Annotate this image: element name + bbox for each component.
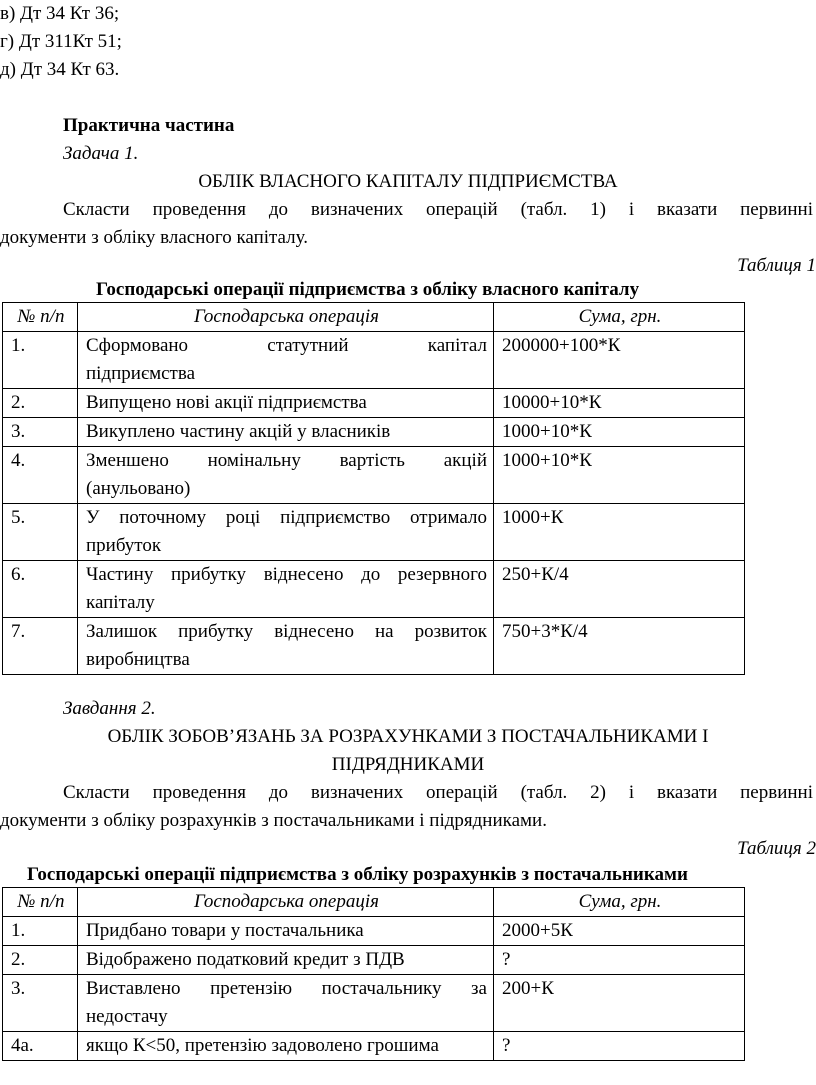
- operation-cell: [78, 1032, 494, 1061]
- operation-text: Залишок прибутку віднесено на розвиток: [86, 621, 487, 642]
- column-header: Господарська операція: [78, 303, 494, 332]
- row-number: 1.: [3, 332, 78, 389]
- operation-cell: [78, 389, 494, 418]
- table-1: [2, 302, 745, 675]
- row-number: 3.: [3, 975, 78, 1032]
- operation-cell: [78, 917, 494, 946]
- operation-cell: [78, 447, 494, 504]
- amount-cell: 200000+100*К: [494, 332, 745, 389]
- row-number: 2.: [3, 389, 78, 418]
- table-row: [3, 447, 745, 504]
- row-number: 1.: [3, 917, 78, 946]
- operation-text: якщо К<50, претензію задоволено грошима: [86, 1035, 439, 1056]
- section-heading: Практична частина: [63, 115, 235, 136]
- table-row: [3, 418, 745, 447]
- operation-text: (анульовано): [86, 478, 191, 499]
- amount-cell: 750+3*К/4: [494, 618, 745, 675]
- task2-label: Завдання 2.: [63, 698, 156, 719]
- task1-label: Задача 1.: [63, 143, 139, 164]
- amount-cell: 10000+10*К: [494, 389, 745, 418]
- table-row: [3, 618, 745, 675]
- operation-text: Випущено нові акції підприємства: [86, 392, 367, 413]
- amount-cell: 1000+10*К: [494, 418, 745, 447]
- operation-text: підприємства: [86, 363, 196, 384]
- amount-cell: ?: [494, 1032, 745, 1061]
- task1-title: ОБЛІК ВЛАСНОГО КАПІТАЛУ ПІДПРИЄМСТВА: [198, 171, 618, 192]
- operation-text: Виставлено претензію постачальнику за: [86, 978, 487, 999]
- answer-line: в) Дт 34 Кт 36;: [0, 3, 120, 24]
- table1-label: Таблиця 1: [737, 255, 816, 276]
- column-header: Господарська операція: [78, 888, 494, 917]
- table-row: [3, 332, 745, 389]
- amount-cell: 1000+10*К: [494, 447, 745, 504]
- task2-intro: документи з обліку розрахунків з постачальниками і підрядниками.: [0, 810, 547, 831]
- table-header-row: [3, 303, 745, 332]
- table2-title: Господарські операції підприємства з обліку розрахунків з постачальниками: [27, 864, 688, 885]
- table2-label: Таблиця 2: [737, 838, 816, 859]
- table-row: [3, 946, 745, 975]
- operation-text: виробництва: [86, 649, 190, 670]
- row-number: 3.: [3, 418, 78, 447]
- operation-text: Сформовано статутний капітал: [86, 335, 487, 356]
- operation-text: капіталу: [86, 592, 155, 613]
- operation-text: У поточному році підприємство отримало: [86, 507, 487, 528]
- amount-cell: 1000+К: [494, 504, 745, 561]
- table-row: [3, 561, 745, 618]
- table-header-row: [3, 888, 745, 917]
- answer-line: д) Дт 34 Кт 63.: [0, 59, 120, 80]
- table-row: [3, 1032, 745, 1061]
- operation-text: Частину прибутку віднесено до резервного: [86, 564, 487, 585]
- row-number: 4.: [3, 447, 78, 504]
- column-header: № п/п: [3, 303, 78, 332]
- table1-title: Господарські операції підприємства з обліку власного капіталу: [96, 279, 640, 300]
- operation-cell: [78, 418, 494, 447]
- amount-cell: 250+К/4: [494, 561, 745, 618]
- column-header: Сума, грн.: [494, 888, 745, 917]
- operation-text: недостачу: [86, 1006, 168, 1027]
- operation-cell: [78, 946, 494, 975]
- column-header: № п/п: [3, 888, 78, 917]
- table-row: [3, 975, 745, 1032]
- column-header: Сума, грн.: [494, 303, 745, 332]
- task1-intro: документи з обліку власного капіталу.: [0, 227, 308, 248]
- operation-cell: [78, 975, 494, 1032]
- task2-title: ОБЛІК ЗОБОВ’ЯЗАНЬ ЗА РОЗРАХУНКАМИ З ПОСТАЧАЛЬНИКАМИ І: [107, 726, 709, 747]
- table-row: [3, 389, 745, 418]
- table-row: [3, 504, 745, 561]
- row-number: 2.: [3, 946, 78, 975]
- answer-line: г) Дт 311Кт 51;: [0, 31, 122, 52]
- row-number: 7.: [3, 618, 78, 675]
- amount-cell: 2000+5К: [494, 917, 745, 946]
- row-number: 6.: [3, 561, 78, 618]
- operation-cell: [78, 618, 494, 675]
- operation-text: Зменшено номінальну вартість акцій: [86, 450, 487, 471]
- operation-text: прибуток: [86, 535, 162, 556]
- table-row: [3, 917, 745, 946]
- amount-cell: 200+К: [494, 975, 745, 1032]
- row-number: 4а.: [3, 1032, 78, 1061]
- operation-cell: [78, 332, 494, 389]
- operation-text: Придбано товари у постачальника: [86, 920, 364, 941]
- task1-intro: Скласти проведення до визначених операцій (табл. 1) і вказати первинні: [63, 199, 813, 220]
- table-2: [2, 887, 745, 1061]
- row-number: 5.: [3, 504, 78, 561]
- amount-cell: ?: [494, 946, 745, 975]
- operation-cell: [78, 561, 494, 618]
- operation-text: Викуплено частину акцій у власників: [86, 421, 391, 442]
- operation-text: Відображено податковий кредит з ПДВ: [86, 949, 405, 970]
- task2-title: ПІДРЯДНИКАМИ: [331, 754, 485, 775]
- task2-intro: Скласти проведення до визначених операцій (табл. 2) і вказати первинні: [63, 782, 813, 803]
- operation-cell: [78, 504, 494, 561]
